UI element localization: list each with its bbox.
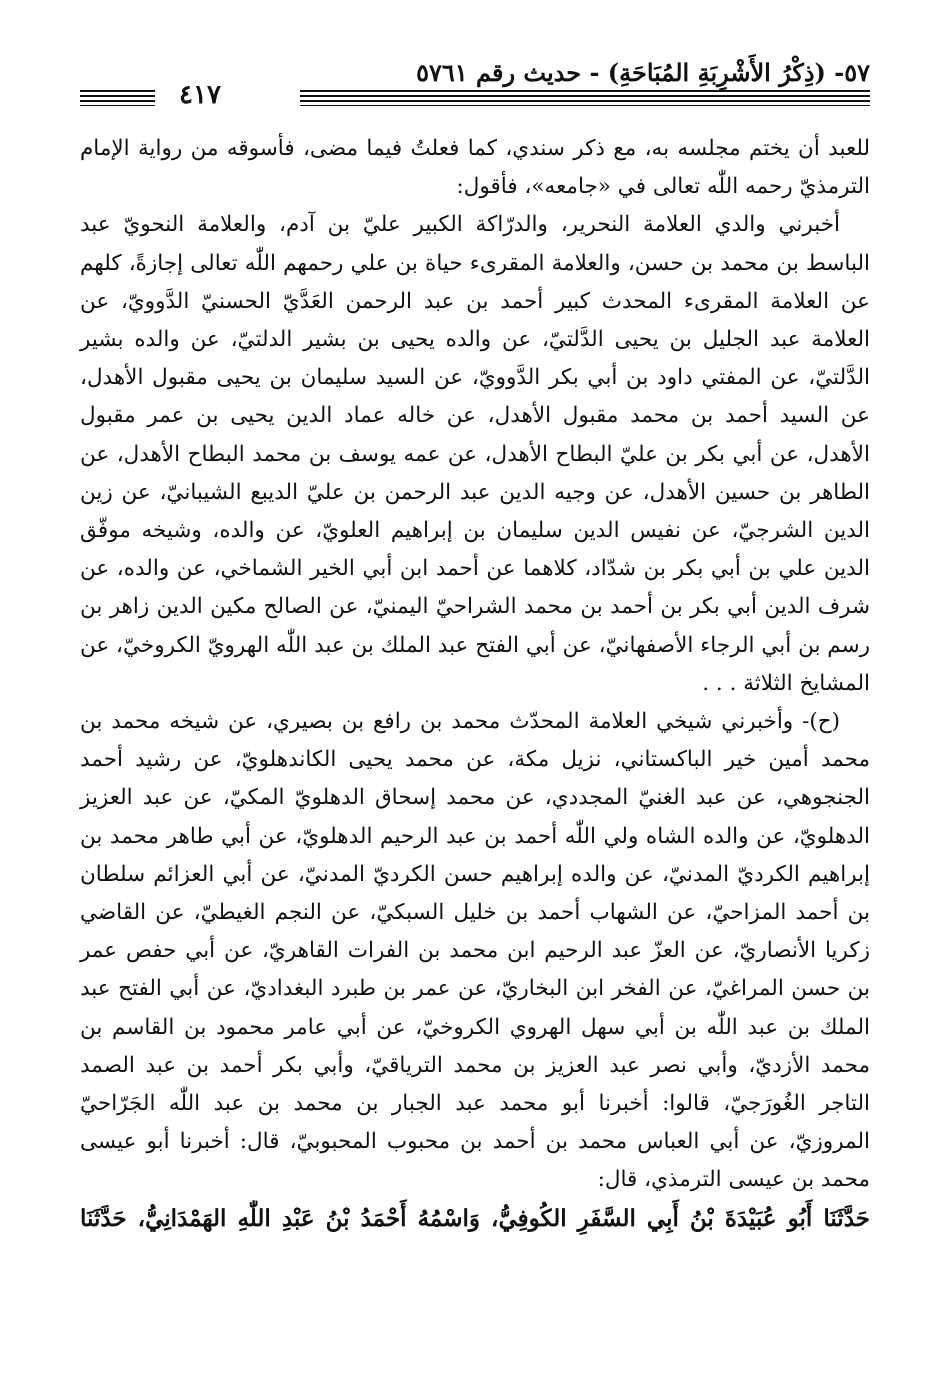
paragraph-intro: للعبد أن يختم مجلسه به، مع ذكر سندي، كما فعلتُ فيما مضى، فأسوقه من رواية الإمام الترمذيّ رحمه اللّٰه تعالى في «جامعه»، فأقول: [80, 136, 870, 200]
running-title: ٥٧- (ذِكْرُ الأَشْرِبَةِ المُبَاحَةِ) - حديث رقم ٥٧٦١ [416, 58, 870, 87]
hadith-text: حَدَّثَنَا أَبُو عُبَيْدَةَ بْنُ أَبِي السَّفَرِ الكُوفِيُّ، وَاسْمُهُ أَحْمَدُ بْنُ عَبْدِ اللّٰهِ الهَمْدَانِيُّ، حَدَّثَنَا [80, 1204, 870, 1232]
paragraph-isnad-1: أخبرني والدي العلامة النحرير، والدرّاكة الكبير عليّ بن آدم، والعلامة النحويّ عبد الباسط بن محمد بن حسن، والعلامة المقرىء حياة بن علي رحمهم اللّٰه تعالى إجازةً، كلهم عن العلامة المقرىء المحدث كبير أحمد بن عبد الرحمن العَدَّيّ الحسنيّ الدَّوويّ، عن العلامة عبد الجليل بن يحيى الدَّلتيّ، عن والده يحيى بن بشير الدلتيّ، عن والده بشير الدَّلتيّ، عن المفتي داود بن أبي بكر الدَّوويّ، عن السيد سليمان بن يحيى مقبول الأهدل، عن السيد أحمد بن محمد مقبول الأهدل، عن خاله عماد الدين يحيى بن عمر مقبول الأهدل، عن أبي بكر بن عليّ البطاح الأهدل، عن عمه يوسف بن محمد البطاح الأهدل، عن الطاهر بن حسين الأهدل، عن وجيه الدين عبد الرحمن بن عليّ الديبع الشيبانيّ، عن زين الدين الشرجيّ، عن نفيس الدين سليمان بن إبراهيم العلويّ، عن والده، وشيخه موفّق الدين علي بن أبي بكر بن شدّاد، كلاهما عن أحمد ابن أبي الخير الشماخي، عن والده، عن شرف الدين أبي بكر بن أحمد بن محمد الشراحيّ اليمنيّ، عن الصالح مكين الدين زاهر بن رسم بن أبي الرجاء الأصفهانيّ، عن أبي الفتح عبد الملك بن عبد اللّٰه الهرويّ الكروخيّ، عن المشايخ الثلاثة . . . [80, 212, 870, 696]
paragraph-isnad-2: (ح)- وأخبرني شيخي العلامة المحدّث محمد بن رافع بن بصيري، عن شيخه محمد بن محمد أمين خير الباكستاني، نزيل مكة، عن محمد يحيى الكاندهلويّ، عن رشيد أحمد الجنجوهي، عن عبد الغنيّ المجددي، عن محمد إسحاق الدهلويّ المكيّ، عن عبد العزيز الدهلويّ، عن والده الشاه ولي اللّٰه أحمد بن عبد الرحيم الدهلويّ، عن أبي طاهر محمد بن إبراهيم الكرديّ المدنيّ، عن والده إبراهيم حسن الكرديّ المدنيّ، عن أبي العزائم سلطان بن أحمد المزاحيّ، عن الشهاب أحمد بن خليل السبكيّ، عن النجم الغيطيّ، عن القاضي زكريا الأنصاريّ، عن العزّ عبد الرحيم ابن محمد بن الفرات القاهريّ، عن أبي حفص عمر بن حسن المراغيّ، عن الفخر ابن البخاريّ، عن عمر بن طبرد البغداديّ، عن أبي الفتح عبد الملك بن عبد اللّٰه بن أبي سهل الهروي الكروخيّ، عن أبي عامر محمود بن القاسم بن محمد الأزديّ، وأبي نصر عبد العزيز بن محمد الترياقيّ، وأبي بكر أحمد بن عبد الصمد التاجر الغُورَجيّ، قالوا: أخبرنا أبو محمد عبد الجبار بن محمد بن عبد اللّٰه الجَرّاحيّ المروزيّ، عن أبي العباس محمد بن أحمد بن محبوب المحبوبيّ، قال: أخبرنا أبو عيسى محمد بن عيسى الترمذي، قال: [80, 709, 870, 1193]
header-rule-short [80, 90, 155, 106]
page-header [80, 56, 870, 114]
page-number: ٤١٧ [179, 80, 221, 110]
main-text [80, 130, 870, 1238]
header-rule [300, 90, 870, 106]
